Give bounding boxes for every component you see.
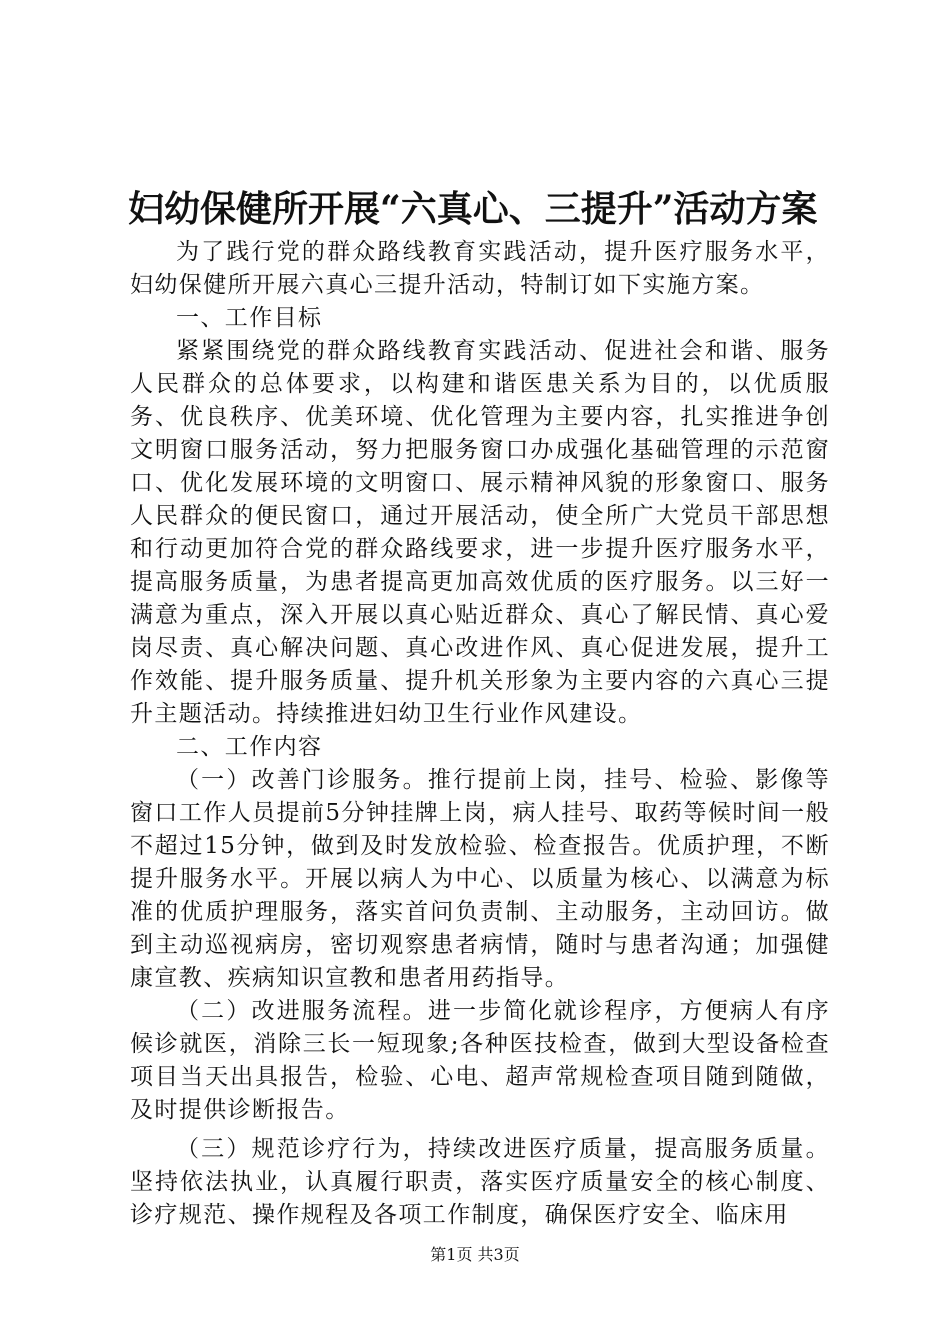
section-heading-content: 二、工作内容 [176, 734, 323, 760]
document-body [130, 236, 830, 1232]
content-item-3: （三）规范诊疗行为，持续改进医疗质量，提高服务质量。坚持依法执业，认真履行职责，落实医疗质量安全的核心制度、诊疗规范、操作规程及各项工作制度，确保医疗安全、临床用 [130, 1136, 830, 1228]
content-item-2: （二）改进服务流程。进一步简化就诊程序，方便病人有序候诊就医，消除三长一短现象;各种医技检查，做到大型设备检查项目当天出具报告，检验、心电、超声常规检查项目随到随做，及时提供诊断报告。 [130, 998, 830, 1123]
content-item-1: （一）改善门诊服务。推行提前上岗，挂号、检验、影像等窗口工作人员提前5分钟挂牌上岗，病人挂号、取药等候时间一般不超过15分钟，做到及时发放检验、检查报告。优质护理，不断提升服务水平。开展以病人为中心、以质量为核心、以满意为标准的优质护理服务，落实首问负责制、主动服务，主动回访。做到主动巡视病房，密切观察患者病情，随时与患者沟通；加强健康宣教、疾病知识宣教和患者用药指导。 [130, 767, 830, 991]
goals-paragraph: 紧紧围绕党的群众路线教育实践活动、促进社会和谐、服务人民群众的总体要求，以构建和谐医患关系为目的，以优质服务、优良秩序、优美环境、优化管理为主要内容，扎实推进争创文明窗口服务活动，努力把服务窗口办成强化基础管理的示范窗口、优化发展环境的文明窗口、展示精神风貌的形象窗口、服务人民群众的便民窗口，通过开展活动，使全所广大党员干部思想和行动更加符合党的群众路线要求，进一步提升医疗服务水平，提高服务质量，为患者提高更加高效优质的医疗服务。以三好一满意为重点，深入开展以真心贴近群众、真心了解民情、真心爱岗尽责、真心解决问题、真心改进作风、真心促进发展，提升工作效能、提升服务质量、提升机关形象为主要内容的六真心三提升主题活动。持续推进妇幼卫生行业作风建设。 [130, 338, 830, 727]
document-title: 妇幼保健所开展“六真心、三提升”活动方案 [128, 188, 818, 230]
section-heading-goals: 一、工作目标 [176, 305, 323, 331]
intro-paragraph: 为了践行党的群众路线教育实践活动，提升医疗服务水平，妇幼保健所开展六真心三提升活动，特制订如下实施方案。 [130, 239, 830, 298]
page-number-footer: 第1页 共3页 [430, 1245, 520, 1264]
